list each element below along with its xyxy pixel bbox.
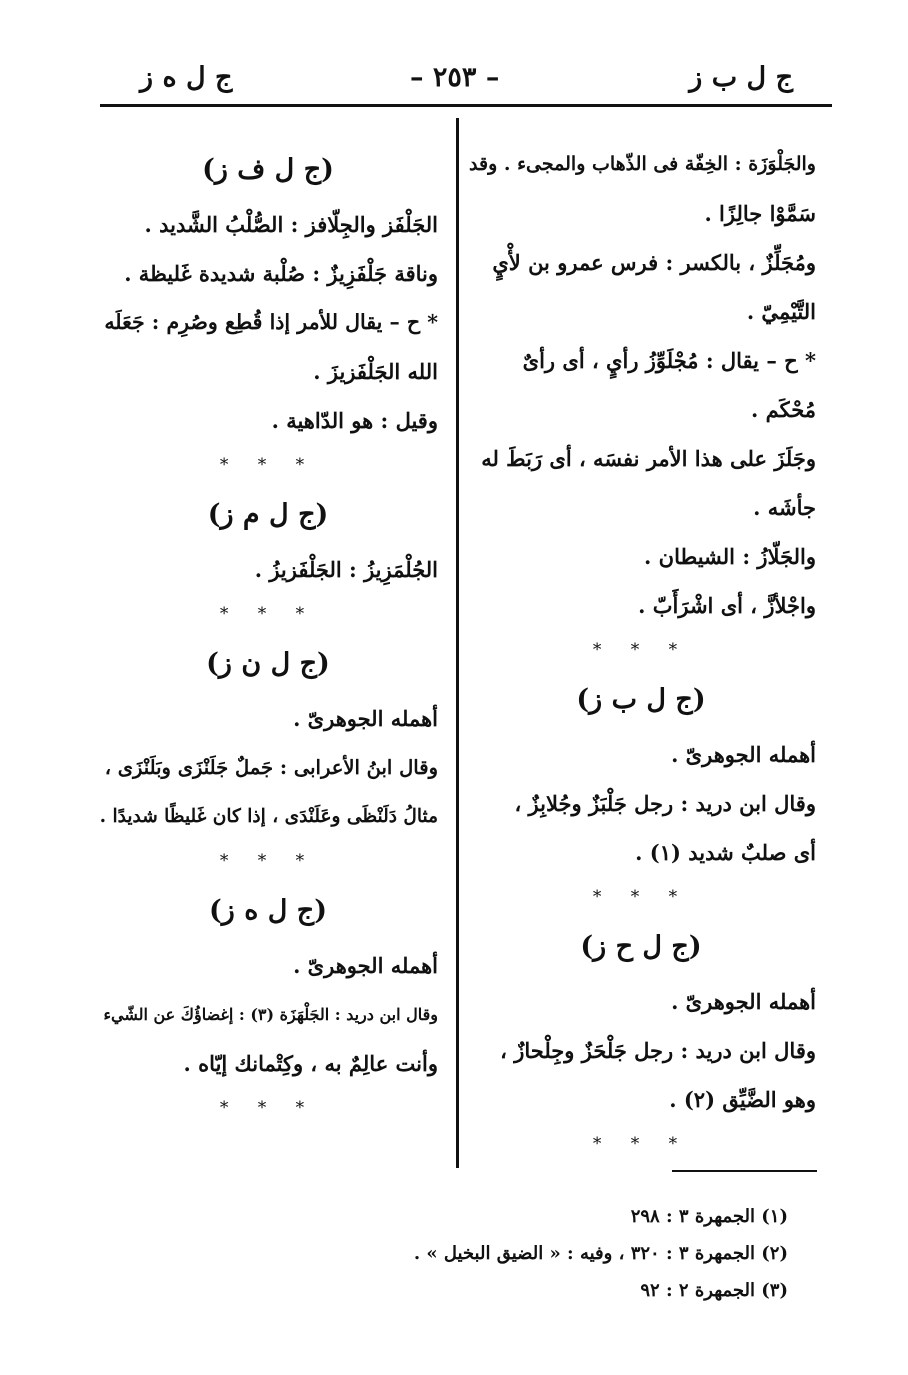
text-line: وجَلَزَ على هذا الأمر نفسَه ، أى رَبَطَ له [481,446,816,471]
entry-heading: (ج ل ح ز) [580,931,702,962]
text-line: مثالُ دَلَنْظَى وعَلَنْدَى ، إذا كان غَليظًا شديدًا . [99,806,438,827]
footnote: (٣) الجمهرة ٢ : ٩٢ [640,1280,788,1301]
text-line: والجَلْوَزَة : الخِفّة فى الذّهاب والمجىء . وقد [469,153,816,175]
entry-heading: (ج ل ف ز) [202,154,334,185]
text-line: ومُجَلِّزٌ ، بالكسر : فرس عمرو بن لأْيٍ [492,250,816,275]
text-line: * ح – يقال : مُجْلَوِّزُ رأيٍ ، أى رأىٌ [522,348,816,373]
entry-heading: (ج ل ن ز) [206,648,330,679]
text-line: * ح – يقال للأمر إذا قُطِع وصُرِم : جَعَلَه [104,310,438,334]
text-line: سَمَّوْا جالِزًا . [704,201,816,226]
entry-heading: (ج ل م ز) [207,499,329,530]
running-head-left: ج ل ه ز [140,62,233,93]
text-line: أهمله الجوهرىّ . [671,742,816,767]
header-rule [100,104,832,107]
text-line: وقال ابنُ الأعرابى : جَملٌ جَلَنْزَى وبَلَنْزَى ، [104,756,438,779]
entry-heading: (ج ل ب ز) [576,684,706,715]
section-separator: * * * [219,455,317,475]
section-separator: * * * [592,640,690,660]
text-line: التَّيْمِيّ . [746,299,816,324]
footnote: (١) الجمهرة ٣ : ٢٩٨ [630,1206,788,1227]
text-line: الله الجَلْفَزيزَ . [313,359,438,384]
left-column [98,140,438,1128]
text-line: الجَلْفَز والجِلّافز : الصُّلْبُ الشَّديد . [144,212,438,237]
section-separator: * * * [219,604,317,624]
section-separator: * * * [592,1134,690,1154]
footnotes [388,1198,788,1309]
section-separator: * * * [219,1098,317,1118]
text-line: وقال ابن دريد : الجَلْهَزَة (٣) : إغضاؤُكَ عن الشّيء [103,1005,438,1024]
text-line: وأنت عالِمٌ به ، وكِتْمانك إيّاه . [183,1051,438,1076]
text-line: أهمله الجوهرىّ . [671,989,816,1014]
entry-heading: (ج ل ه ز) [209,895,327,926]
text-line: وقيل : هو الدّاهية . [271,408,438,433]
text-line: أهمله الجوهرىّ . [293,706,438,731]
text-line: وقال ابن دريد : رجل جَلْبَزٌ وجُلابِزٌ ، [514,791,816,816]
text-line: جأشَه . [753,495,816,520]
text-line: الجُلْمَزِيزُ : الجَلْفَزيزُ . [254,557,438,582]
text-line: وناقة جَلْفَزِيزٌ : صُلْبة شديدة غَليظة . [124,261,438,286]
right-column [466,140,816,1164]
text-line: أهمله الجوهرىّ . [293,953,438,978]
text-line: والجَلّازُ : الشيطان . [644,544,816,569]
text-line: مُحْكَم . [751,397,816,422]
text-line: وقال ابن دريد : رجل جَلْحَزٌ وجِلْحازٌ ، [500,1038,816,1063]
text-line: أى صلبٌ شديد (١) . [635,840,816,865]
footnote: (٢) الجمهرة ٣ : ٣٢٠ ، وفيه : « الضيق البخيل » . [413,1243,788,1264]
text-line: وهو الضَّيِّق (٢) . [669,1087,816,1112]
running-head-right: ج ل ب ز [689,62,793,93]
text-line: واجْلأزَّ ، أى اشْرَأَبّ . [638,593,816,618]
column-divider [456,118,459,1168]
page-number: – ٢٥٣ – [410,62,500,93]
footnote-rule [672,1170,817,1172]
section-separator: * * * [219,851,317,871]
section-separator: * * * [592,887,690,907]
